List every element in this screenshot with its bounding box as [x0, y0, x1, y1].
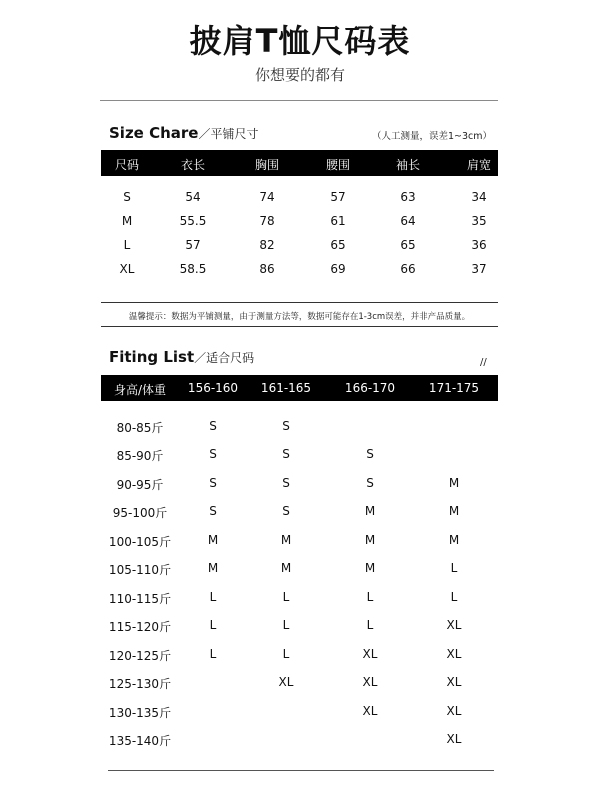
size-cell: 78 [259, 214, 275, 228]
fitting-cell: XL [446, 732, 462, 746]
fitting-cell: S [209, 419, 217, 433]
size-chart-subtitle: ／平铺尺寸 [198, 127, 259, 141]
fitting-heading [109, 348, 254, 366]
fitting-weight: 100-105斤 [108, 535, 172, 549]
size-col-header: 衣长 [180, 158, 206, 172]
fitting-col-header: 171-175 [428, 381, 480, 395]
fitting-subtitle: ／适合尺码 [194, 351, 255, 365]
fitting-cell: XL [446, 647, 462, 661]
size-cell: 63 [400, 190, 416, 204]
size-cell: 64 [400, 214, 416, 228]
size-cell: 86 [259, 262, 275, 276]
fitting-cell: S [209, 504, 217, 518]
fitting-cell: S [366, 447, 374, 461]
size-chart-heading [109, 124, 258, 142]
fitting-cell: M [448, 476, 460, 490]
size-cell: 54 [185, 190, 201, 204]
measure-note: （人工测量，误差1~3cm） [371, 131, 492, 142]
size-cell: 82 [259, 238, 275, 252]
fitting-cell: XL [446, 704, 462, 718]
fitting-cell: S [282, 504, 290, 518]
fitting-col-header: 156-160 [187, 381, 239, 395]
size-cell: 57 [185, 238, 201, 252]
fitting-weight: 130-135斤 [108, 706, 172, 720]
fitting-cell: L [209, 590, 217, 604]
fitting-body [101, 419, 498, 749]
size-chart-title: Size Chare [109, 124, 199, 142]
fitting-cell: L [282, 647, 290, 661]
size-cell: 66 [400, 262, 416, 276]
fitting-cell: XL [446, 675, 462, 689]
fitting-cell: S [282, 447, 290, 461]
size-col-header: 胸围 [254, 158, 280, 172]
fitting-weight: 85-90斤 [116, 449, 164, 463]
fitting-cell: M [364, 504, 376, 518]
fitting-cell: L [366, 590, 374, 604]
fitting-cell: S [282, 419, 290, 433]
fitting-cell: S [366, 476, 374, 490]
fitting-cell: M [207, 561, 219, 575]
fitting-weight: 125-130斤 [108, 677, 172, 691]
fitting-cell: XL [362, 675, 378, 689]
fitting-mark: // [480, 357, 487, 368]
size-cell: 69 [330, 262, 346, 276]
size-chart-divider-top [101, 302, 498, 303]
size-col-header: 肩宽 [466, 158, 492, 172]
fitting-col-header: 166-170 [344, 381, 396, 395]
fitting-weight: 110-115斤 [108, 592, 172, 606]
size-cell: 55.5 [179, 214, 207, 228]
fitting-cell: XL [362, 704, 378, 718]
fitting-cell: XL [278, 675, 294, 689]
fitting-cell: L [209, 647, 217, 661]
size-chart-header-bar [101, 150, 498, 176]
fitting-cell: L [366, 618, 374, 632]
footer-divider [108, 770, 494, 771]
fitting-cell: M [280, 561, 292, 575]
fitting-cell: M [280, 533, 292, 547]
size-cell: 61 [330, 214, 346, 228]
fitting-cell: S [209, 476, 217, 490]
fitting-cell: L [450, 590, 458, 604]
size-cell: M [121, 214, 133, 228]
size-cell: 65 [330, 238, 346, 252]
fitting-cell: S [209, 447, 217, 461]
fitting-col-header: 身高/体重 [113, 383, 167, 397]
fitting-weight: 135-140斤 [108, 734, 172, 748]
fitting-header-bar [101, 375, 498, 401]
fitting-weight: 80-85斤 [116, 421, 164, 435]
fitting-cell: XL [362, 647, 378, 661]
page-title: 披肩T恤尺码表 [189, 22, 411, 60]
size-chart-body [101, 190, 498, 280]
size-cell: 65 [400, 238, 416, 252]
fitting-cell: M [364, 533, 376, 547]
fitting-col-header: 161-165 [260, 381, 312, 395]
size-cell: 36 [471, 238, 487, 252]
fitting-cell: L [450, 561, 458, 575]
fitting-cell: L [282, 618, 290, 632]
fitting-weight: 120-125斤 [108, 649, 172, 663]
fitting-weight: 90-95斤 [116, 478, 164, 492]
size-col-header: 尺码 [114, 158, 140, 172]
fitting-cell: L [209, 618, 217, 632]
size-chart-divider-bottom [101, 326, 498, 327]
fitting-title: Fiting List [109, 348, 195, 366]
fitting-cell: M [207, 533, 219, 547]
size-col-header: 袖长 [395, 158, 421, 172]
size-cell: S [123, 190, 131, 204]
size-cell: 35 [471, 214, 487, 228]
fitting-cell: M [448, 504, 460, 518]
size-cell: 58.5 [179, 262, 207, 276]
size-chart-warning: 温馨提示：数据为平铺测量，由于测量方法等，数据可能存在1-3cm误差，并非产品质量。 [128, 312, 471, 322]
page-subtitle: 你想要的都有 [254, 66, 345, 84]
size-cell: L [123, 238, 131, 252]
fitting-weight: 95-100斤 [112, 506, 168, 520]
fitting-weight: 105-110斤 [108, 563, 172, 577]
fitting-weight: 115-120斤 [108, 620, 172, 634]
size-cell: 57 [330, 190, 346, 204]
size-cell: XL [119, 262, 135, 276]
fitting-cell: M [448, 533, 460, 547]
size-col-header: 腰围 [325, 158, 351, 172]
fitting-cell: S [282, 476, 290, 490]
size-cell: 34 [471, 190, 487, 204]
size-cell: 37 [471, 262, 487, 276]
size-cell: 74 [259, 190, 275, 204]
fitting-cell: L [282, 590, 290, 604]
fitting-cell: M [364, 561, 376, 575]
fitting-cell: XL [446, 618, 462, 632]
header-divider [100, 100, 498, 101]
